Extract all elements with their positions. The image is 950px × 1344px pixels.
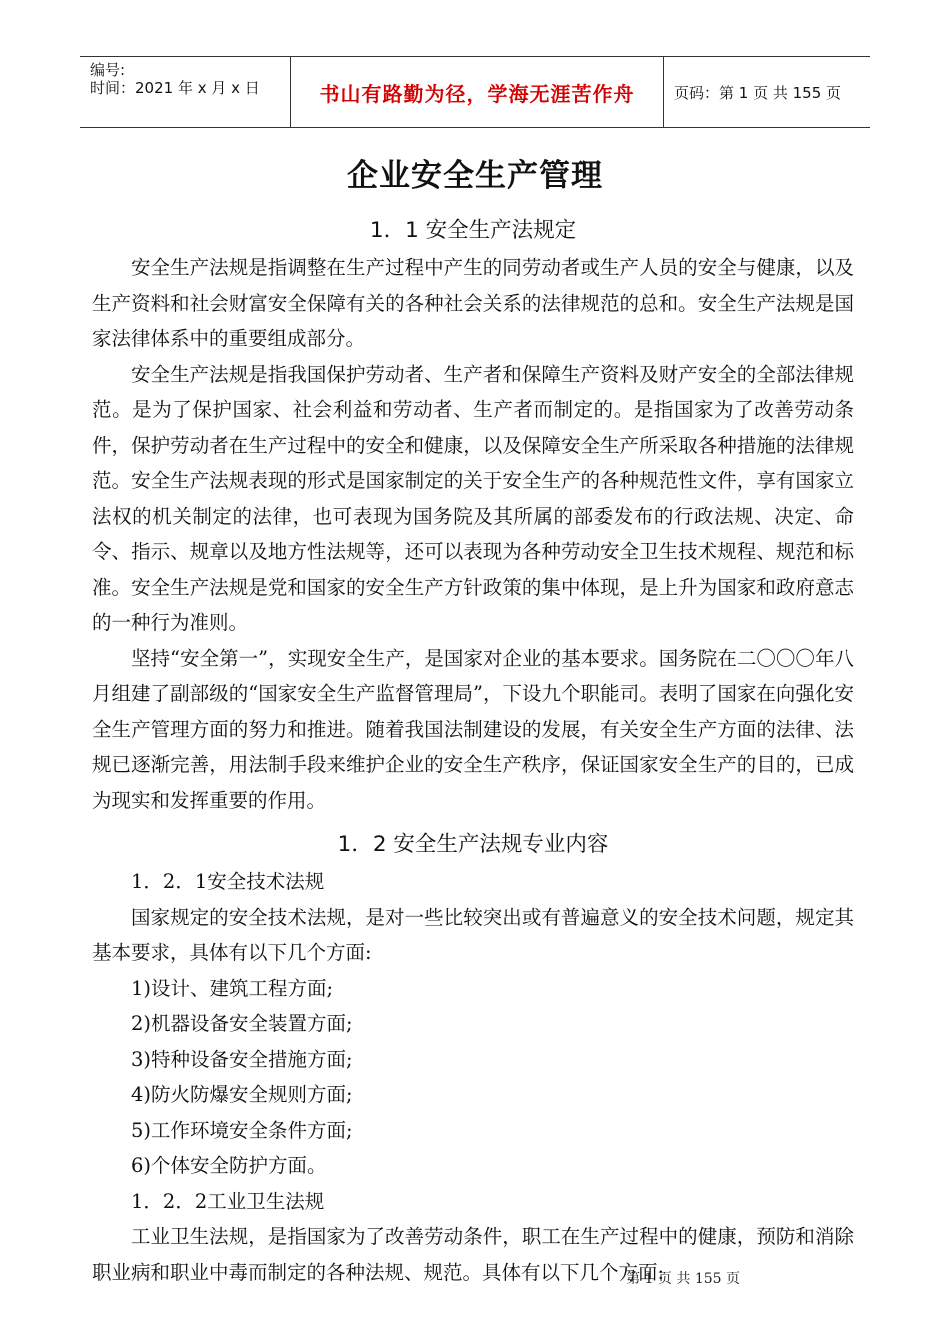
header-motto: 书山有路勤为径，学海无涯苦作舟 — [319, 81, 635, 106]
subsection-heading-1-2-1: 1．2．1安全技术法规 — [131, 870, 325, 893]
list-item: 2)机器设备安全装置方面; — [131, 1012, 353, 1035]
paragraph: 国家规定的安全技术法规，是对一些比较突出或有普遍意义的安全技术问题，规定其基本要求，具体有以下几个方面: — [92, 905, 854, 964]
header-motto-cell — [290, 57, 664, 127]
list-item: 1)设计、建筑工程方面; — [131, 976, 334, 1000]
header-meta — [80, 57, 290, 127]
header-page-info: 页码：第 1 页 共 155 页 — [674, 83, 842, 102]
section-spacer — [92, 818, 854, 826]
section-heading-1-1: 1．1 安全生产法规定 — [369, 218, 577, 243]
list-item: 4)防火防爆安全规则方面; — [131, 1083, 353, 1106]
list-item: 3)特种设备安全措施方面; — [131, 1047, 353, 1071]
paragraph: 安全生产法规是指我国保护劳动者、生产者和保障生产资料及财产安全的全部法律规范。是为了保护国家、社会利益和劳动者、生产者而制定的。是指国家为了改善劳动条件，保护劳动者在生产过程中的安全和健康，以及保障安全生产所采取各种措施的法律规范。安全生产法规表现的形式是国家制定的关于安全生产的各种规范性文件，享有国家立法权的机关制定的法律，也可表现为国务院及其所属的部委发布的行政法规、决定、命令、指示、规章以及地方性法规等，还可以表现为各种劳动安全卫生技术规程、规范和标准。安全生产法规是党和国家的安全生产方针政策的集中体现，是上升为国家和政府意志的一种行为准则。 — [92, 362, 854, 634]
document-title: 企业安全生产管理 — [347, 158, 603, 194]
header-page-info-cell — [664, 57, 870, 127]
list-item: 6)个体安全防护方面。 — [131, 1154, 327, 1177]
paragraph: 安全生产法规是指调整在生产过程中产生的同劳动者或生产人员的安全与健康，以及生产资料和社会财富安全保障有关的各种社会关系的法律规范的总和。安全生产法规是国家法律体系中的重要组成部分。 — [92, 256, 854, 350]
section-heading-1-2: 1．2 安全生产法规专业内容 — [337, 832, 609, 857]
subsection-heading-1-2-2: 1．2．2工业卫生法规 — [131, 1189, 325, 1213]
page-footer: 第 1 页 共 155 页 — [626, 1271, 740, 1287]
document-number-label: 编号: — [90, 61, 126, 79]
list-item: 5)工作环境安全条件方面; — [131, 1118, 353, 1142]
paragraph: 工业卫生法规，是指国家为了改善劳动条件，职工在生产过程中的健康，预防和消除职业病和职业中毒而制定的各种法规、规范。具体有以下几个方面: — [92, 1225, 854, 1284]
document-body — [92, 212, 854, 1290]
paragraph: 坚持“安全第一”，实现安全生产，是国家对企业的基本要求。国务院在二〇〇〇年八月组建了副部级的“国家安全生产监督管理局”，下设九个职能司。表明了国家在向强化安全生产管理方面的努力和推进。随着我国法制建设的发展，有关安全生产方面的法律、法规已逐渐完善，用法制手段来维护企业的安全生产秩序，保证国家安全生产的目的，已成为现实和发挥重要的作用。 — [92, 646, 854, 812]
document-time-label: 时间：2021 年 x 月 x 日 — [90, 79, 260, 97]
page-header — [80, 56, 870, 128]
